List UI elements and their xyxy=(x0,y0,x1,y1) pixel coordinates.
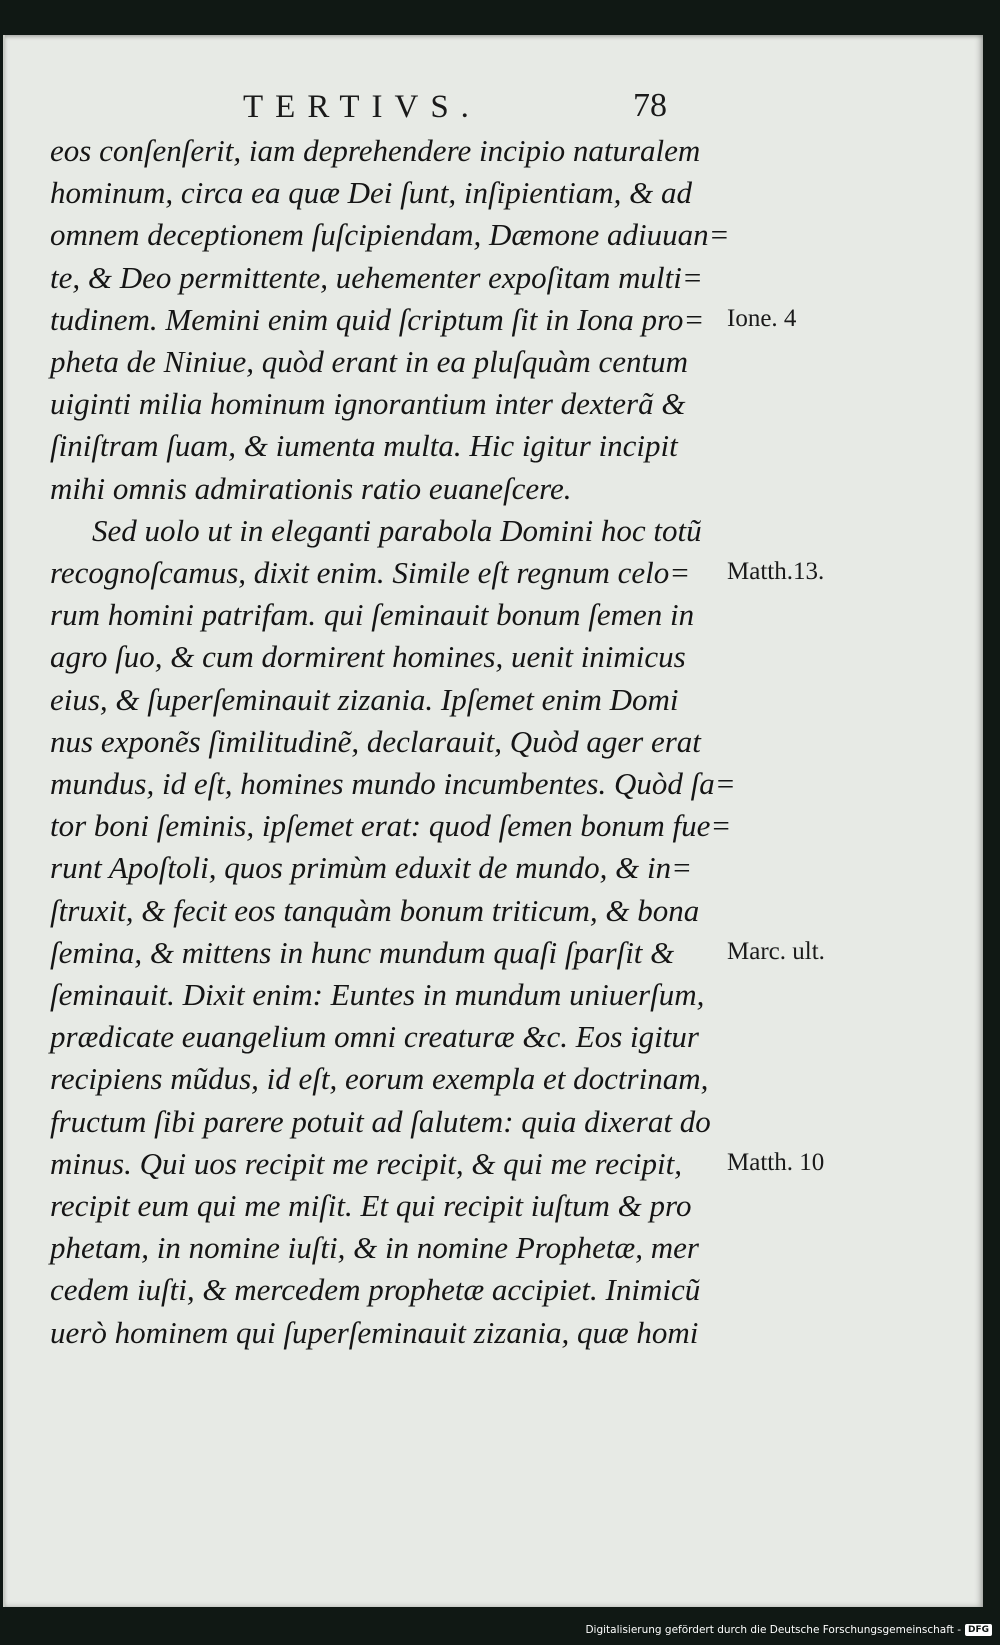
text-line: recipiens mũdus, id eſt, eorum exempla et doctrinam, xyxy=(50,1061,709,1097)
text-line: te, & Deo permittente, uehementer expoſitam multi= xyxy=(50,259,703,295)
folio-number: 78 xyxy=(633,87,667,124)
text-line: eius, & ſuperſeminauit zizania. Ipſemet enim Domi xyxy=(50,681,679,717)
text-line: uiginti milia hominum ignorantium inter dexterã & xyxy=(50,386,686,422)
marginal-note: Matth. 10 xyxy=(727,1148,825,1176)
text-line: nus exponẽs ſimilitudinẽ, declarauit, Quòd ager erat xyxy=(50,723,701,759)
text-line: cedem iuſti, & mercedem prophetæ accipiet. Inimicũ xyxy=(50,1272,701,1308)
text-line: mihi omnis admirationis ratio euaneſcere. xyxy=(50,470,572,506)
text-line: prædicate euangelium omni creaturæ &c. Eos igitur xyxy=(50,1019,699,1055)
text-line: runt Apoſtoli, quos primùm eduxit de mundo, & in= xyxy=(50,850,693,886)
text-line: fructum ſibi parere potuit ad ſalutem: quia dixerat do xyxy=(50,1103,711,1139)
text-line: tor boni ſeminis, ipſemet erat: quod ſemen bonum fue= xyxy=(50,808,732,844)
marginal-note: Ione. 4 xyxy=(727,304,797,332)
book-page xyxy=(3,35,983,1607)
text-line: ſiniſtram ſuam, & iumenta multa. Hic igitur incipit xyxy=(50,428,678,464)
text-line: rum homini patrifam. qui ſeminauit bonum ſemen in xyxy=(50,597,695,633)
text-line: ſtruxit, & fecit eos tanquàm bonum triticum, & bona xyxy=(50,892,700,928)
text-line: hominum, circa ea quæ Dei ſunt, inſipientiam, & ad xyxy=(50,175,693,211)
text-line: Sed uolo ut in eleganti parabola Domini hoc totũ xyxy=(92,512,702,548)
footer-credit xyxy=(585,1619,992,1641)
text-line: pheta de Niniue, quòd erant in ea pluſquàm centum xyxy=(50,344,688,380)
text-line: recognoſcamus, dixit enim. Simile eſt regnum celo= xyxy=(50,555,691,591)
text-line: ſemina, & mittens in hunc mundum quaſi ſparſit & xyxy=(50,934,675,970)
running-head: TERTIVS. xyxy=(243,89,481,125)
marginal-note: Marc. ult. xyxy=(727,937,825,965)
marginal-note: Matth.13. xyxy=(727,558,825,585)
text-line: tudinem. Memini enim quid ſcriptum ſit in Iona pro= xyxy=(50,301,705,337)
text-line: uerò hominem qui ſuperſeminauit zizania, quæ homi xyxy=(50,1314,699,1350)
text-line: eos conſenſerit, iam deprehendere incipio naturalem xyxy=(50,133,701,168)
text-line: minus. Qui uos recipit me recipit, & qui me recipit, xyxy=(50,1145,682,1181)
footer-text: Digitalisierung gefördert durch die Deutsche Forschungsgemeinschaft - xyxy=(585,1624,961,1636)
text-line: phetam, in nomine iuſti, & in nomine Prophetæ, mer xyxy=(50,1230,699,1266)
text-line: omnem deceptionem ſuſcipiendam, Dæmone adiuuan= xyxy=(50,217,730,253)
body-text xyxy=(50,130,740,1354)
text-line: recipit eum qui me miſit. Et qui recipit iuſtum & pro xyxy=(50,1188,692,1224)
dfg-logo: DFG xyxy=(965,1624,992,1636)
text-line: agro ſuo, & cum dormirent homines, uenit inimicus xyxy=(50,639,686,675)
text-line: mundus, id eſt, homines mundo incumbentes. Quòd ſa= xyxy=(50,766,736,802)
text-line: ſeminauit. Dixit enim: Euntes in mundum uniuerſum, xyxy=(50,977,705,1013)
